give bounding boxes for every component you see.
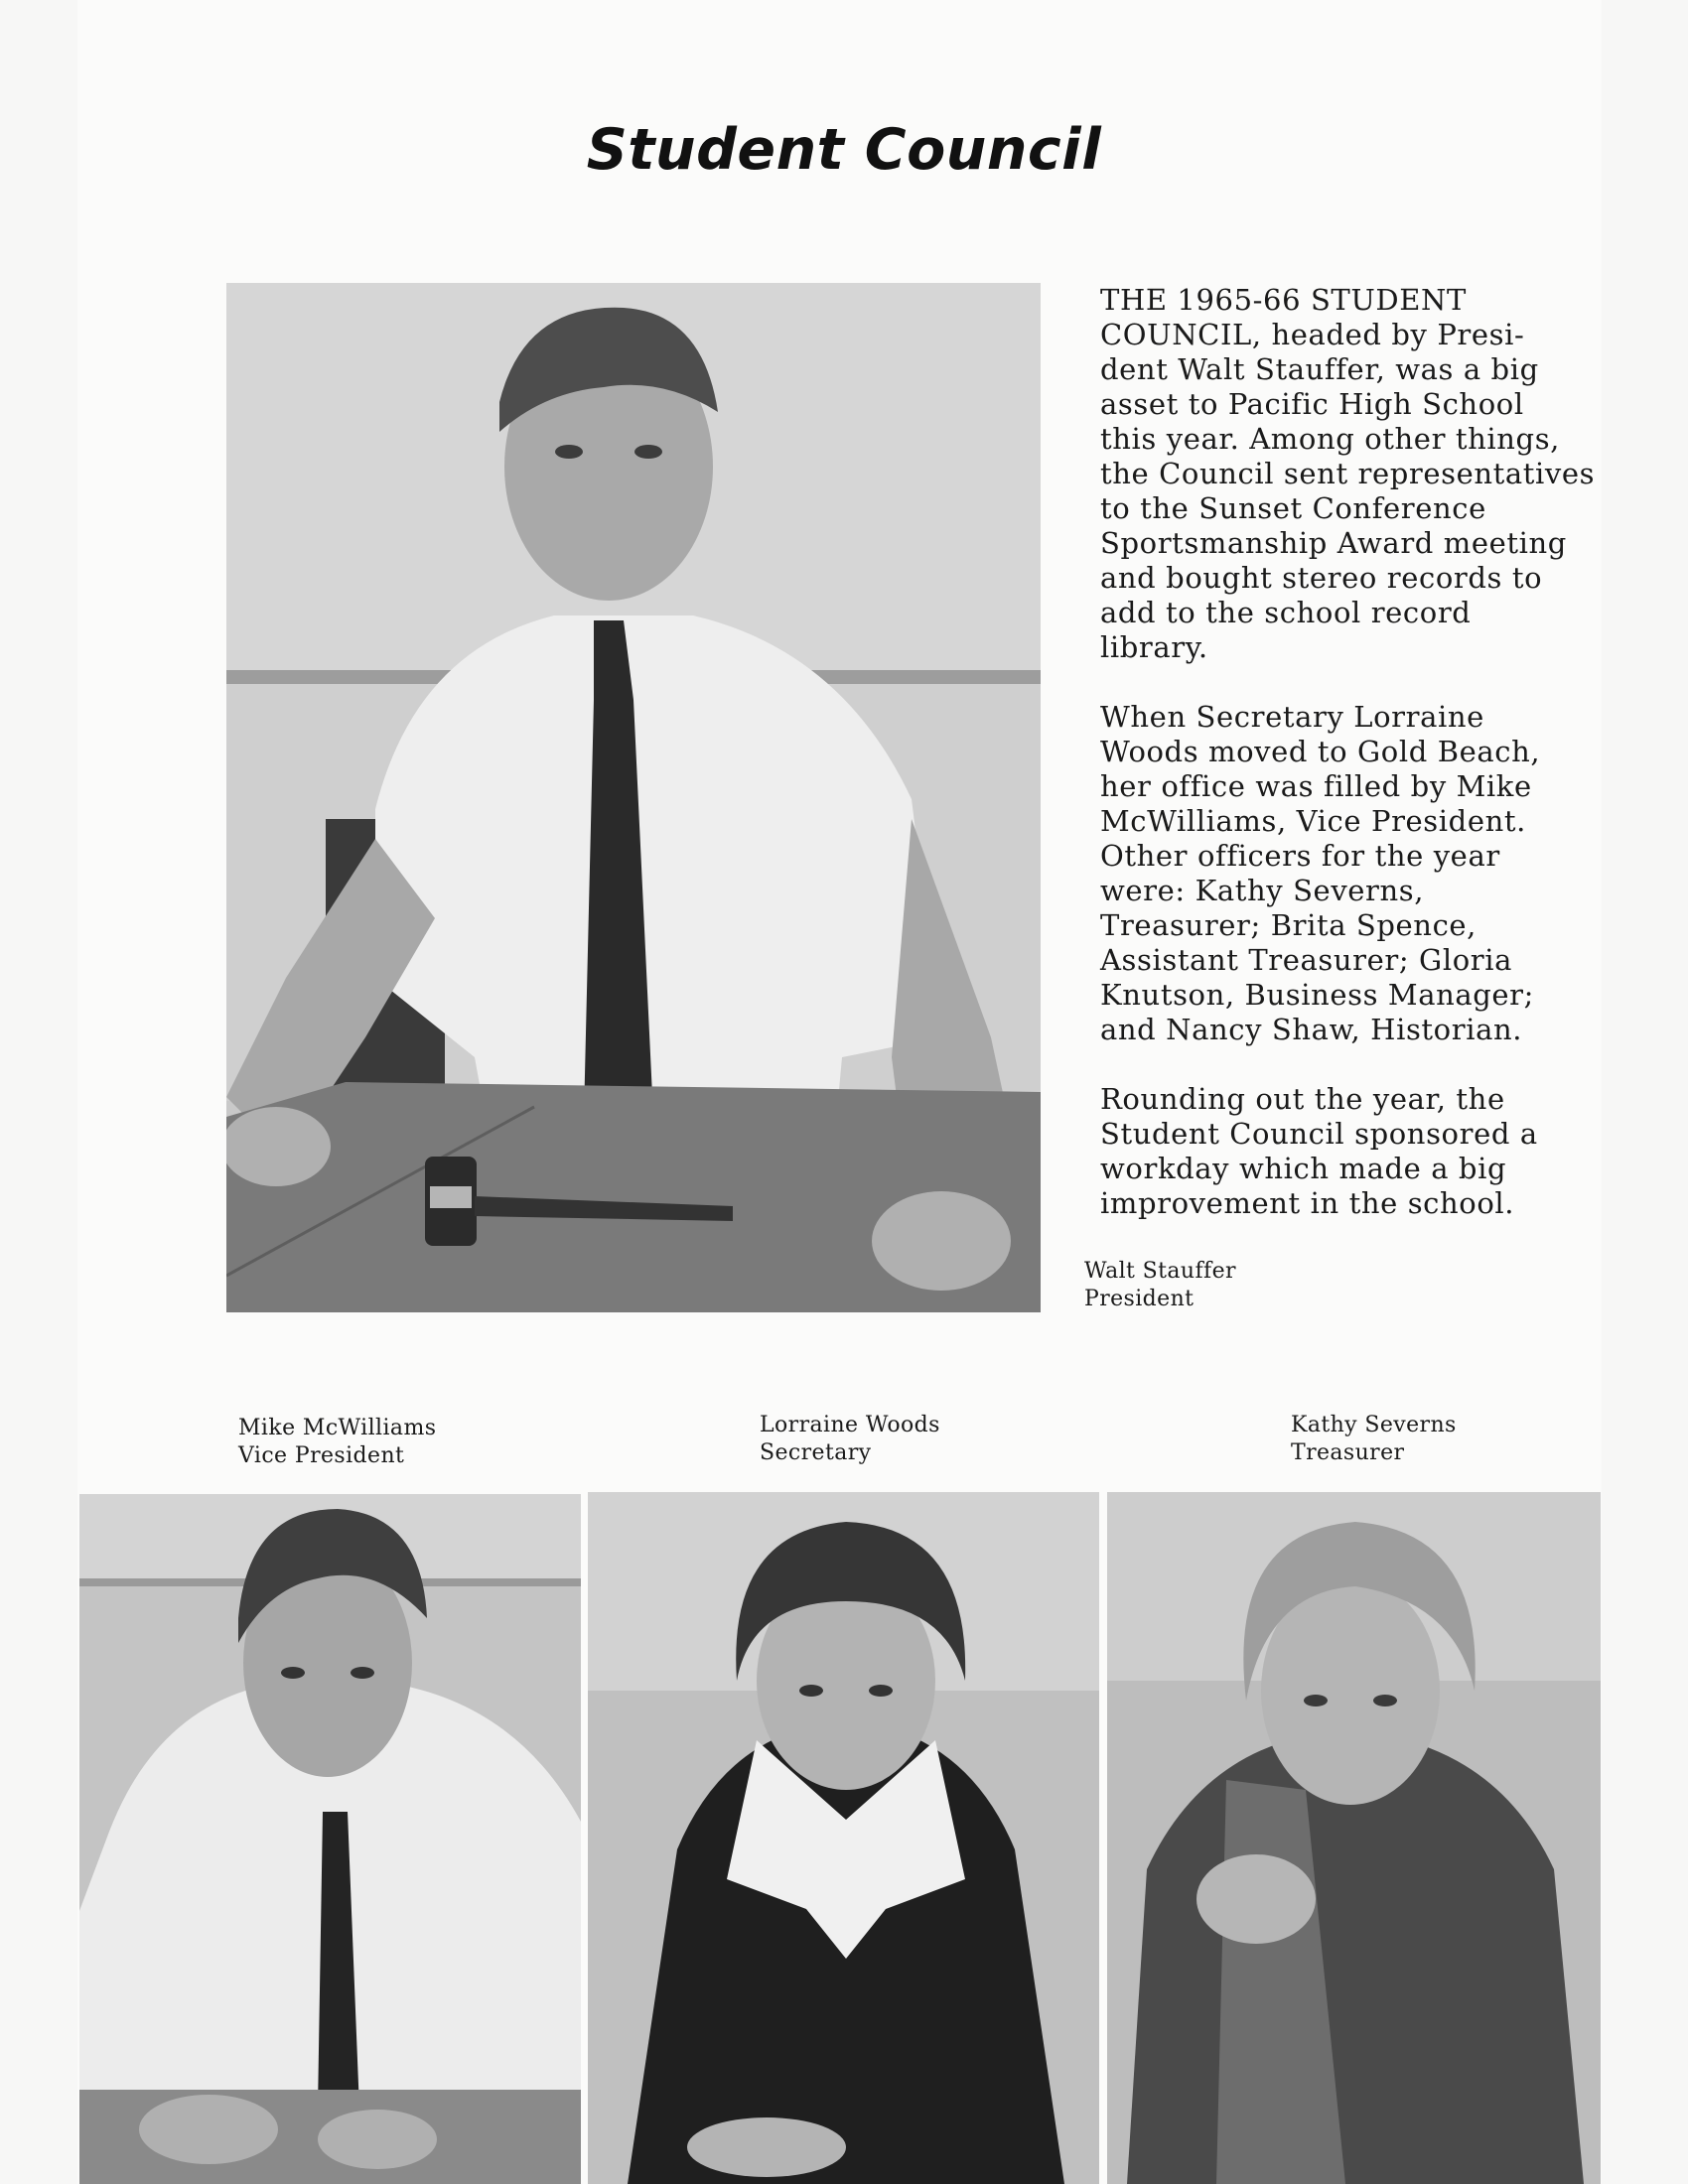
text-line: workday which made a big xyxy=(1100,1152,1507,1185)
secretary-caption xyxy=(760,1412,940,1467)
text-line: Assistant Treasurer; Gloria xyxy=(1100,943,1512,977)
text-line: asset to Pacific High School xyxy=(1100,387,1524,421)
caption-name: Walt Stauffer xyxy=(1084,1259,1236,1284)
text-line: to the Sunset Conference xyxy=(1100,491,1486,525)
caption-role: Treasurer xyxy=(1291,1440,1405,1465)
caption-role: Vice President xyxy=(238,1443,405,1468)
text-line: library. xyxy=(1100,630,1208,664)
text-line: Sportsmanship Award meeting xyxy=(1100,526,1567,560)
treasurer-caption xyxy=(1291,1412,1457,1467)
vice-president-photo xyxy=(79,1494,581,2184)
text-line: improvement in the school. xyxy=(1100,1186,1515,1220)
page-title: Student Council xyxy=(586,117,1102,183)
text-line: McWilliams, Vice President. xyxy=(1100,804,1526,838)
text-line: and Nancy Shaw, Historian. xyxy=(1100,1013,1523,1046)
text-line: this year. Among other things, xyxy=(1100,422,1560,456)
vice-president-caption xyxy=(238,1415,436,1470)
text-line: were: Kathy Severns, xyxy=(1100,874,1425,907)
caption-name: Kathy Severns xyxy=(1291,1413,1457,1437)
caption-role: Secretary xyxy=(760,1440,872,1465)
caption-name: Lorraine Woods xyxy=(760,1413,940,1437)
text-line: her office was filled by Mike xyxy=(1100,769,1532,803)
text-line: and bought stereo records to xyxy=(1100,561,1543,595)
treasurer-photo xyxy=(1107,1492,1601,2184)
article-paragraph-3 xyxy=(1100,1082,1617,1221)
article-text xyxy=(1100,283,1617,1256)
text-line: Woods moved to Gold Beach, xyxy=(1100,735,1541,768)
text-line: add to the school record xyxy=(1100,596,1472,629)
text-line: Student Council sponsored a xyxy=(1100,1117,1538,1151)
text-line: Knutson, Business Manager; xyxy=(1100,978,1535,1012)
caption-role: President xyxy=(1084,1287,1195,1311)
article-paragraph-2 xyxy=(1100,700,1617,1047)
text-line: Other officers for the year xyxy=(1100,839,1500,873)
article-paragraph-1 xyxy=(1100,283,1617,665)
text-line: dent Walt Stauffer, was a big xyxy=(1100,352,1539,386)
text-line: Treasurer; Brita Spence, xyxy=(1100,908,1477,942)
text-line: When Secretary Lorraine xyxy=(1100,700,1484,734)
secretary-photo xyxy=(588,1492,1099,2184)
text-line: COUNCIL, headed by Presi- xyxy=(1100,318,1525,351)
caption-name: Mike McWilliams xyxy=(238,1416,437,1440)
text-line: THE 1965-66 STUDENT xyxy=(1100,283,1467,317)
president-photo xyxy=(226,283,1041,1312)
text-line: the Council sent representatives xyxy=(1100,457,1596,490)
president-caption xyxy=(1084,1258,1236,1313)
text-line: Rounding out the year, the xyxy=(1100,1082,1505,1116)
